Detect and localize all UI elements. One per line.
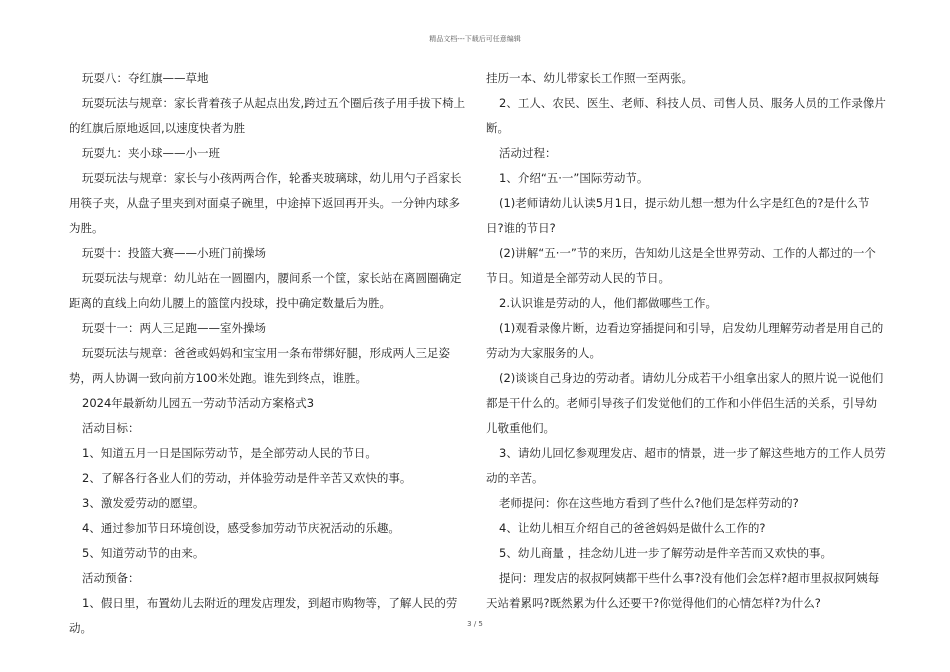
paragraph: 4、通过参加节日环境创设，感受参加劳动节庆祝活动的乐趣。 [82,521,400,535]
paragraph: 活动过程： [499,146,557,160]
left-column [69,66,469,641]
paragraph: 1、介绍“五·一”国际劳动节。 [499,171,649,185]
paragraph: 玩耍九：夹小球——小一班 [82,146,220,160]
paragraph: 1、假日里，布置幼儿去附近的理发店理发，到超市购物等，了解人民的劳动。 [69,596,458,635]
paragraph: 老师提问：你在这些地方看到了些什么?他们是怎样劳动的? [499,496,799,510]
paragraph: 5、知道劳动节的由来。 [82,546,205,560]
paragraph: (1)观看录像片断，边看边穿插提问和引导，启发幼儿理解劳动者是用自己的劳动为大家服务的人。 [486,321,884,360]
paragraph: 5、幼儿商量 ，挂念幼儿进一步了解劳动是件辛苦而又欢快的事。 [499,546,832,560]
paragraph: 玩耍玩法与规章：爸爸或妈妈和宝宝用一条布带绑好腿，形成两人三足姿势，两人协调一致向前方100米处跑。谁先到终点，谁胜。 [69,346,450,385]
paragraph: 挂历一本、幼儿带家长工作照一至两张。 [486,71,693,85]
paragraph: 玩耍十一：两人三足跑——室外操场 [82,321,266,335]
paragraph: 4、让幼儿相互介绍自己的爸爸妈妈是做什么工作的? [499,521,766,535]
paragraph: 2、了解各行各业人们的劳动，并体验劳动是件辛苦又欢快的事。 [82,471,412,485]
paragraph: 3、激发爱劳动的愿望。 [82,496,205,510]
paragraph: 玩耍八：夺红旗——草地 [82,71,209,85]
paragraph: 1、知道五月一日是国际劳动节，是全部劳动人民的节日。 [82,446,377,460]
paragraph: 玩耍玩法与规章：幼儿站在一圆圈内，腰间系一个筐，家长站在离圆圈确定距离的直线上向幼儿腰上的篮筐内投球，投中确定数量后为胜。 [69,271,462,310]
page-header: 精品文档---下载后可任意编辑 [429,35,521,43]
paragraph: (2)谈谈自己身边的劳动者。请幼儿分成若干小组拿出家人的照片说一说他们都是干什么的。老师引导孩子们发觉他们的工作和小伴侣生活的关系，引导幼儿敬重他们。 [486,371,884,435]
paragraph: (1)老师请幼儿认读5月1日，提示幼儿想一想为什么字是红色的?是什么节日?谁的节日? [486,196,870,235]
paragraph: 提问：理发店的叔叔阿姨都干些什么事?没有他们会怎样?超市里叔叔阿姨每天站着累吗?既然累为什么还要干?你觉得他们的心情怎样?为什么? [486,571,880,610]
paragraph: 3、请幼儿回忆参观理发店、超市的情景，进一步了解这些地方的工作人员劳动的辛苦。 [486,446,886,485]
paragraph: 2、工人、农民、医生、老师、科技人员、司售人员、服务人员的工作录像片断。 [486,96,886,135]
right-column [486,66,886,616]
paragraph: (2)讲解“五·一”节的来历，告知幼儿这是全世界劳动、工作的人都过的一个节日。知道是全部劳动人民的节日。 [486,246,876,285]
paragraph: 活动预备： [82,571,140,585]
paragraph: 2024年最新幼儿园五一劳动节活动方案格式3 [82,396,315,410]
page-number: 3 / 5 [467,620,483,628]
paragraph: 玩耍玩法与规章：家长与小孩两两合作，轮番夹玻璃球，幼儿用勺子舀家长用筷子夹，从盘子里夹到对面桌子碗里，中途掉下返回再开头。一分钟内球多为胜。 [69,171,462,235]
paragraph: 2.认识谁是劳动的人，他们都做哪些工作。 [499,296,717,310]
paragraph: 玩耍玩法与规章：家长背着孩子从起点出发,跨过五个圈后孩子用手拔下椅上的红旗后原地返回,以速度快者为胜 [69,96,466,135]
paragraph: 活动目标： [82,421,140,435]
paragraph: 玩耍十：投篮大赛——小班门前操场 [82,246,266,260]
